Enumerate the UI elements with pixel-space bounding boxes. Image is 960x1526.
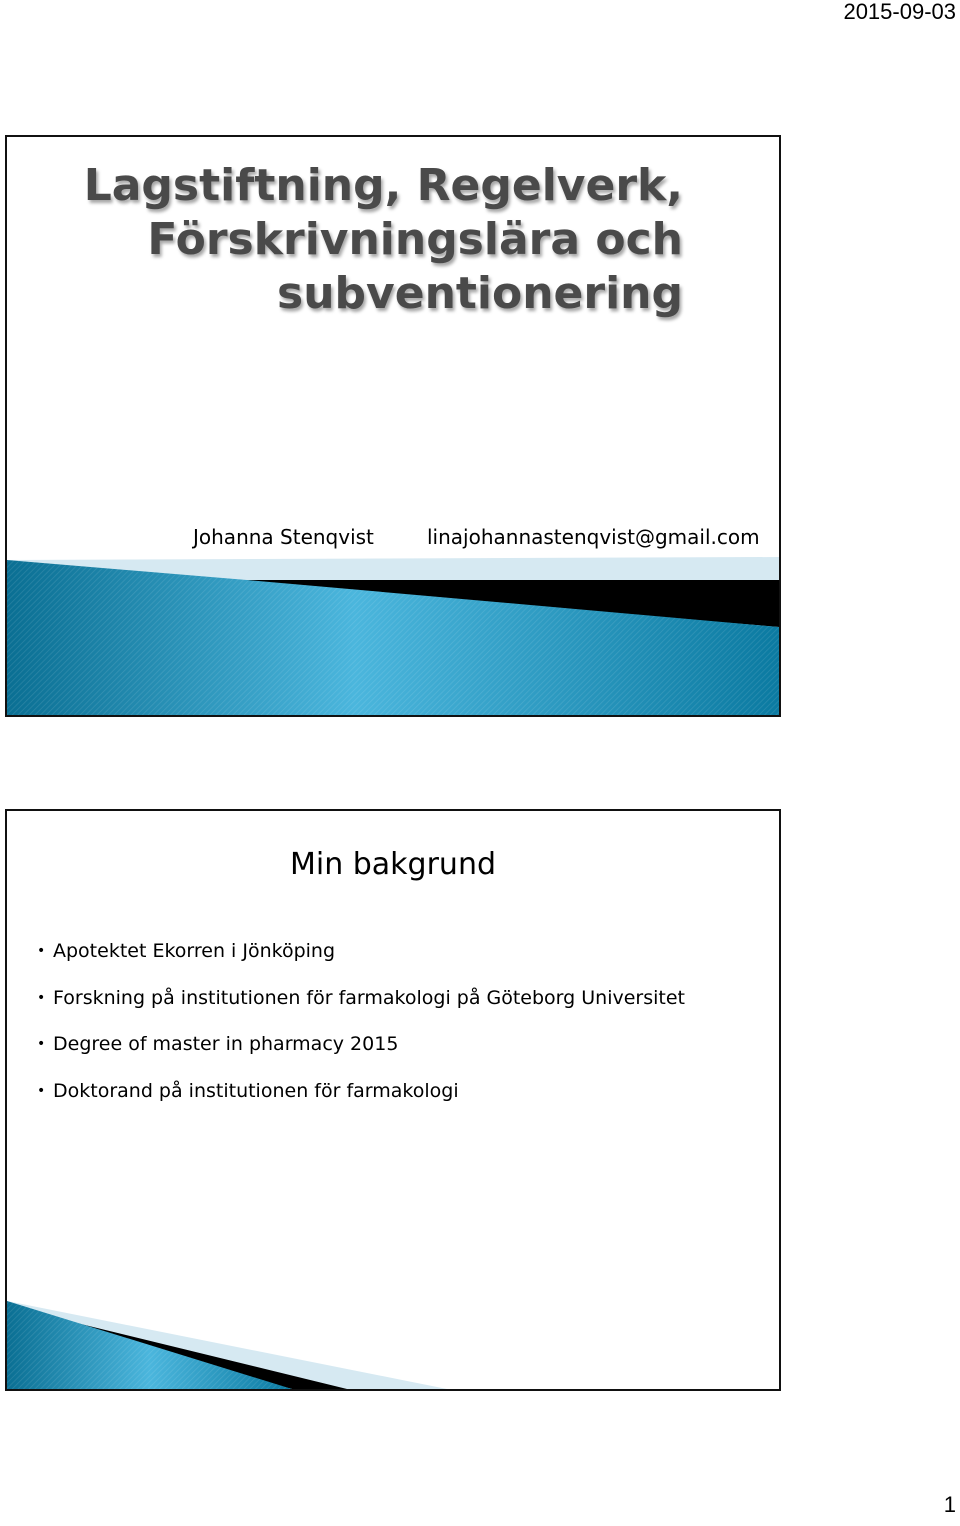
title-line-3: subventionering	[277, 268, 683, 319]
page-date: 2015-09-03	[843, 0, 956, 24]
author-name: Johanna Stenqvist	[193, 525, 374, 549]
list-item: • Doktorand på institutionen för farmakologi	[37, 1079, 685, 1103]
list-item: • Degree of master in pharmacy 2015	[37, 1032, 685, 1056]
title-line-2: Förskrivningslära och	[147, 214, 683, 265]
page-number: 1	[943, 1492, 956, 1517]
slide-2-title: Min bakgrund	[289, 847, 496, 882]
bullet-list	[37, 939, 685, 1125]
list-item: • Forskning på institutionen för farmakologi på Göteborg Universitet	[37, 986, 685, 1010]
slide-1-title	[43, 159, 683, 321]
title-line-1: Lagstiftning, Regelverk,	[83, 160, 683, 211]
list-item: • Apotektet Ekorren i Jönköping	[37, 939, 685, 963]
slide-title	[5, 135, 781, 717]
slide-background	[5, 809, 781, 1391]
author-email: linajohannastenqvist@gmail.com	[427, 525, 760, 549]
